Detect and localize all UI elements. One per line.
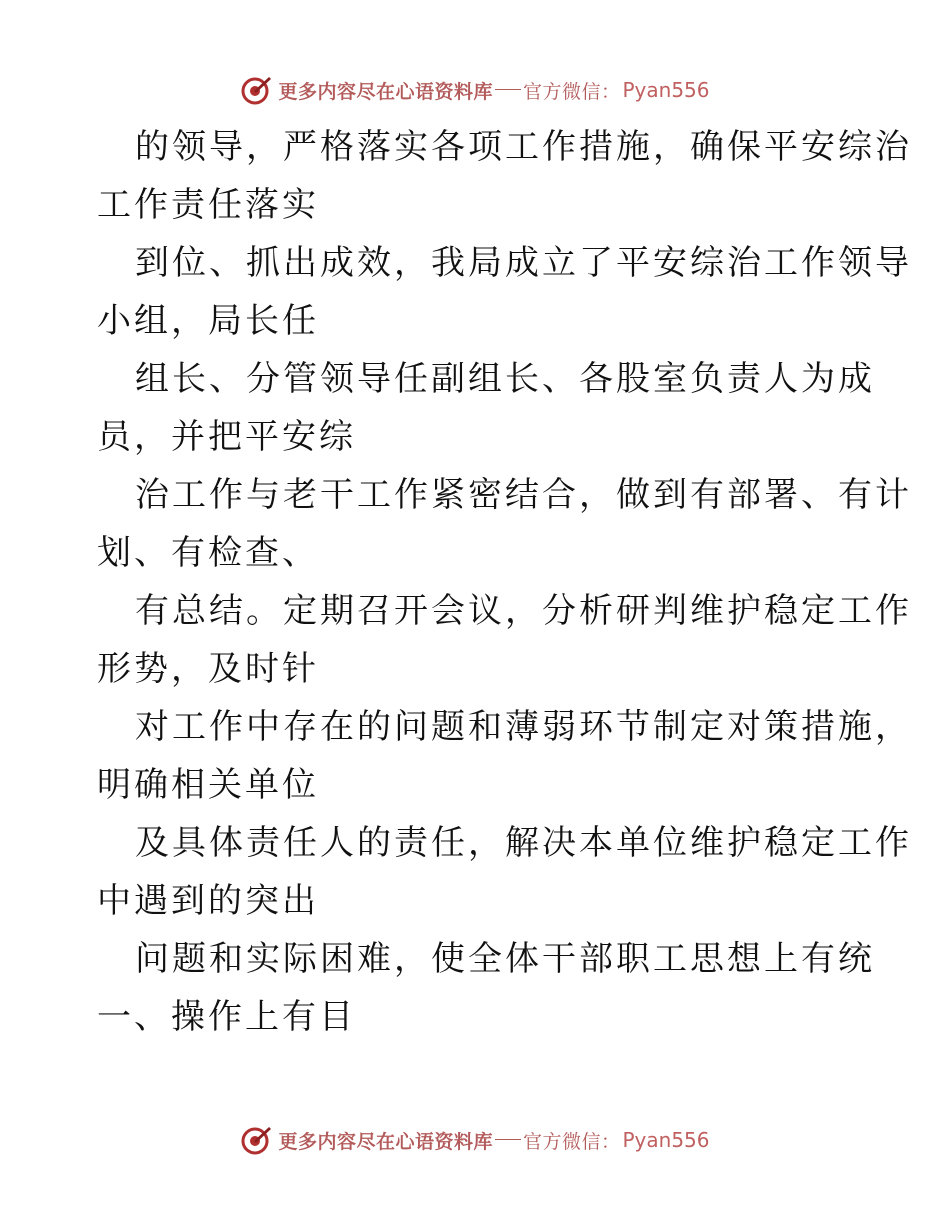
paragraph-6 bbox=[97, 698, 912, 814]
paragraph-line: 员，并把平安综 bbox=[97, 417, 356, 457]
paragraph-line: 划、有检查、 bbox=[97, 533, 319, 573]
banner-dash bbox=[495, 89, 521, 90]
banner-dash bbox=[495, 1139, 521, 1140]
paragraph-4 bbox=[97, 466, 912, 582]
paragraph-line: 到位、抓出成效，我局成立了平安综治工作领导 bbox=[135, 243, 912, 283]
header-banner bbox=[0, 70, 950, 110]
paragraph-line: 治工作与老干工作紧密结合，做到有部署、有计 bbox=[135, 475, 912, 515]
paragraph-5 bbox=[97, 582, 912, 698]
paragraph-line: 及具体责任人的责任，解决本单位维护稳定工作 bbox=[135, 823, 912, 863]
paragraph-line: 明确相关单位 bbox=[97, 765, 319, 805]
paragraph-8 bbox=[97, 930, 887, 1046]
paragraph-7 bbox=[97, 814, 912, 930]
banner-wechat-id: Pyan556 bbox=[622, 1128, 710, 1152]
paragraph-line: 的领导，严格落实各项工作措施，确保平安综治 bbox=[135, 127, 912, 167]
paragraph-line: 小组，局长任 bbox=[97, 301, 319, 341]
paragraph-line: 有总结。定期召开会议，分析研判维护稳定工作 bbox=[135, 591, 912, 631]
banner-main-text: 更多内容尽在心语资料库 bbox=[278, 1130, 493, 1153]
paragraph-3 bbox=[97, 350, 887, 466]
red-pen-circle-logo-icon bbox=[240, 74, 272, 106]
paragraph-line: 一、操作上有目 bbox=[97, 997, 356, 1037]
paragraph-line: 问题和实际困难，使全体干部职工思想上有统 bbox=[135, 939, 875, 979]
paragraph-line: 对工作中存在的问题和薄弱环节制定对策措施， bbox=[135, 707, 912, 747]
footer-banner bbox=[0, 1120, 950, 1160]
banner-sub-text: 官方微信： bbox=[522, 1130, 621, 1153]
paragraph-line: 形势，及时针 bbox=[97, 649, 319, 689]
paragraph-line: 组长、分管领导任副组长、各股室负责人为成 bbox=[135, 359, 875, 399]
paragraph-line: 工作责任落实 bbox=[97, 185, 319, 225]
document-body bbox=[97, 118, 912, 1046]
red-pen-circle-logo-icon bbox=[240, 1124, 272, 1156]
banner-sub-text: 官方微信： bbox=[522, 80, 621, 103]
paragraph-1 bbox=[97, 118, 912, 234]
banner-main-text: 更多内容尽在心语资料库 bbox=[278, 80, 493, 103]
paragraph-2 bbox=[97, 234, 912, 350]
banner-wechat-id: Pyan556 bbox=[622, 78, 710, 102]
paragraph-line: 中遇到的突出 bbox=[97, 881, 319, 921]
